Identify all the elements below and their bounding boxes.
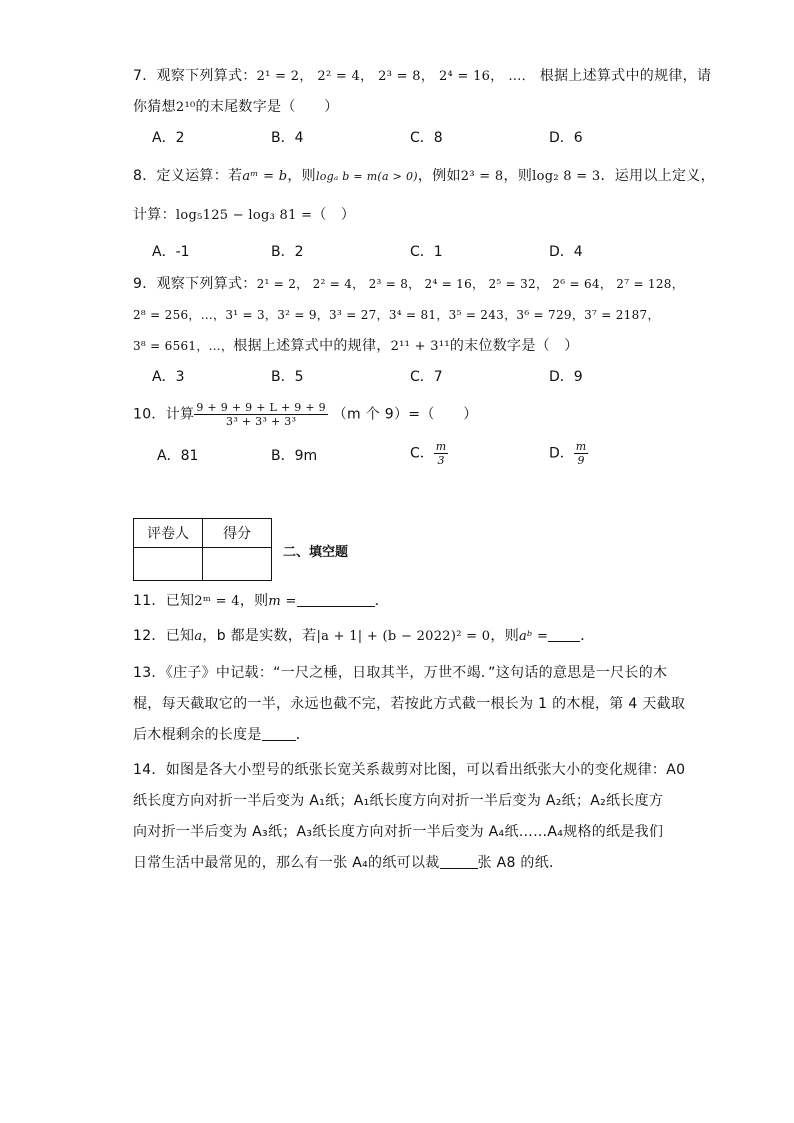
q9-row2: 2⁸ = 256，…，3¹ = 3，3² = 9，3³ = 27，3⁴ = 81，3⁵ = 243，3⁶ = 729，3⁷ = 2187， [133, 308, 660, 322]
q12-mid2: ，则 [490, 628, 519, 644]
q7-line2 [133, 97, 339, 118]
q7-line1 [133, 66, 711, 87]
q10-d-den: 9 [577, 454, 585, 467]
q7-formula-1: 2¹ = 2， [256, 69, 313, 84]
q7-line2-post: 的末尾数字是（ ） [195, 99, 339, 115]
q7-formula-4: 2⁴ = 16， [438, 69, 504, 84]
q7-formula-2: 2² = 4， [317, 69, 374, 84]
q13-line3-post: ． [295, 727, 311, 743]
q10-numerator: 9 + 9 + 9 + L + 9 + 9 [196, 401, 326, 414]
q12-a: a [194, 629, 203, 644]
score-table-score-cell[interactable] [203, 548, 272, 581]
q9-row3-formula: 3⁸ = 6561，…， [133, 339, 234, 353]
q7-power: 2¹⁰ [175, 100, 196, 115]
q13-line3 [133, 725, 310, 745]
q8-mid3: ，则 [503, 168, 533, 184]
q12-expr: |a + 1| + (b − 2022)² = 0 [316, 629, 491, 644]
q7-suffix: 根据上述算式中的规律，请 [539, 68, 712, 84]
q10-option-d[interactable] [549, 440, 588, 467]
q9-prefix: 9．观察下列算式： [133, 276, 257, 292]
q11-answer-blank[interactable] [297, 592, 375, 607]
q9-option-c[interactable]: C．7 [410, 369, 443, 385]
q8-option-a[interactable]: A．-1 [152, 244, 190, 260]
q14-line4-pre: 日常生活中最常见的，那么有一张 A₄的纸可以裁 [133, 855, 440, 871]
q10-option-d-fraction [574, 440, 588, 467]
q13-answer-blank[interactable] [262, 726, 296, 741]
q10-option-c-label: C． [410, 445, 434, 462]
q8-def1: aᵐ = b [242, 169, 288, 184]
q11-mid: ，则 [239, 593, 269, 609]
q12-expr2: aᵇ = [519, 629, 549, 644]
q9-row1: 2¹ = 2， 2² = 4， 2³ = 8， 2⁴ = 16， 2⁵ = 32， 2⁶ = 64， 2⁷ = 128， [256, 277, 685, 291]
q10-suffix: （m 个 9）=（ ） [332, 406, 478, 423]
q10-option-c-fraction [434, 440, 448, 467]
q14-line3: 向对折一半后变为 A₃纸；A₃纸长度方向对折一半后变为 A₄纸……A₄规格的纸是我们 [133, 824, 664, 840]
q10-d-num: m [575, 440, 587, 453]
q7-formula-5: …． [508, 69, 535, 84]
q13-line2: 棍，每天截取它的一半，永远也截不完，若按此方式截一根长为 1 的木棍，第 4 天截取 [133, 696, 686, 712]
q9-line1 [133, 274, 684, 294]
score-table-header-grader: 评卷人 [134, 519, 203, 548]
q10-option-b[interactable]: B．9m [271, 448, 318, 464]
q7-option-d[interactable]: D．6 [549, 130, 583, 146]
q8-mid1: ，则 [287, 168, 316, 184]
q14-line2: 纸长度方向对折一半后变为 A₁纸；A₁纸长度方向对折一半后变为 A₂纸；A₂纸长度方 [133, 793, 664, 809]
q12-suffix: ． [580, 628, 595, 644]
q8-line2-post: （ ） [312, 207, 356, 223]
q10-fraction [194, 401, 328, 428]
q11-expr: 2ᵐ = 4 [194, 594, 240, 609]
q8-prefix: 8．定义运算：若 [133, 168, 243, 184]
q12-answer-blank[interactable] [548, 627, 580, 642]
score-table [133, 518, 272, 581]
q13-line3-pre: 后木棍剩余的长度是 [133, 727, 262, 743]
score-table-header-score: 得分 [203, 519, 272, 548]
q9-row3-text: 根据上述算式中的规律， [233, 338, 391, 354]
q9-option-b[interactable]: B．5 [271, 369, 304, 385]
q12-mid: ，b 都是实数，若 [202, 628, 317, 644]
q11-var: m = [268, 594, 297, 609]
q7-formula-3: 2³ = 8， [378, 69, 435, 84]
q13-line1: 13．《庄子》中记载：“一尺之棰，日取其半，万世不竭．”这句话的意思是一尺长的木 [133, 665, 668, 681]
q8-ex2: log₂ 8 = 3 [532, 169, 601, 184]
q10-option-d-label: D． [549, 445, 574, 462]
q9-row3-expr: 2¹¹ + 3¹¹ [390, 339, 450, 354]
q8-suffix: ．运用以上定义， [600, 168, 715, 184]
section-title: 二、填空题 [283, 545, 349, 560]
q8-def2: logₐ b = m(a > 0) [315, 170, 418, 183]
q10-denominator: 3³ + 3³ + 3³ [226, 415, 297, 428]
q7-line2-pre: 你猜想 [133, 99, 176, 115]
q8-line2 [133, 205, 355, 226]
q8-option-c[interactable]: C．1 [410, 244, 443, 260]
q10-prefix: 10．计算 [133, 406, 195, 423]
q7-option-b[interactable]: B．4 [271, 130, 304, 146]
q10-option-c[interactable] [410, 440, 448, 467]
q14-line1: 14．如图是各大小型号的纸张长宽关系裁剪对比图，可以看出纸张大小的变化规律：A0 [133, 762, 686, 778]
q8-line1 [133, 166, 715, 187]
q10-option-a[interactable]: A．81 [157, 448, 199, 464]
q9-row3-post: 的末位数字是（ ） [449, 338, 579, 354]
q12-line [133, 626, 595, 647]
q14-answer-blank[interactable] [440, 854, 478, 869]
q8-expr: log₅125 − log₃ 81 = [175, 208, 313, 223]
q11-suffix: ． [374, 593, 389, 609]
q14-line4 [133, 853, 554, 873]
score-table-grader-cell[interactable] [134, 548, 203, 581]
q11-prefix: 11．已知 [133, 593, 195, 609]
q8-ex1: 2³ = 8 [460, 169, 504, 184]
q7-option-c[interactable]: C．8 [410, 130, 443, 146]
q12-prefix: 12．已知 [133, 628, 195, 644]
q8-option-b[interactable]: B．2 [271, 244, 304, 260]
q9-line3 [133, 336, 579, 357]
q14-line4-post: 张 A8 的纸. [477, 855, 554, 871]
q7-option-a[interactable]: A．2 [152, 130, 185, 146]
q10-c-den: 3 [437, 454, 445, 467]
q9-option-d[interactable]: D．9 [549, 369, 583, 385]
q8-mid2: ，例如 [417, 168, 461, 184]
q9-line2 [133, 305, 660, 325]
q10-c-num: m [435, 440, 447, 453]
q8-line2-pre: 计算： [133, 207, 176, 223]
q11-line [133, 591, 389, 612]
q9-option-a[interactable]: A．3 [152, 369, 185, 385]
q10-line [133, 401, 478, 428]
q7-prefix: 7．观察下列算式： [133, 68, 257, 84]
q8-option-d[interactable]: D．4 [549, 244, 583, 260]
